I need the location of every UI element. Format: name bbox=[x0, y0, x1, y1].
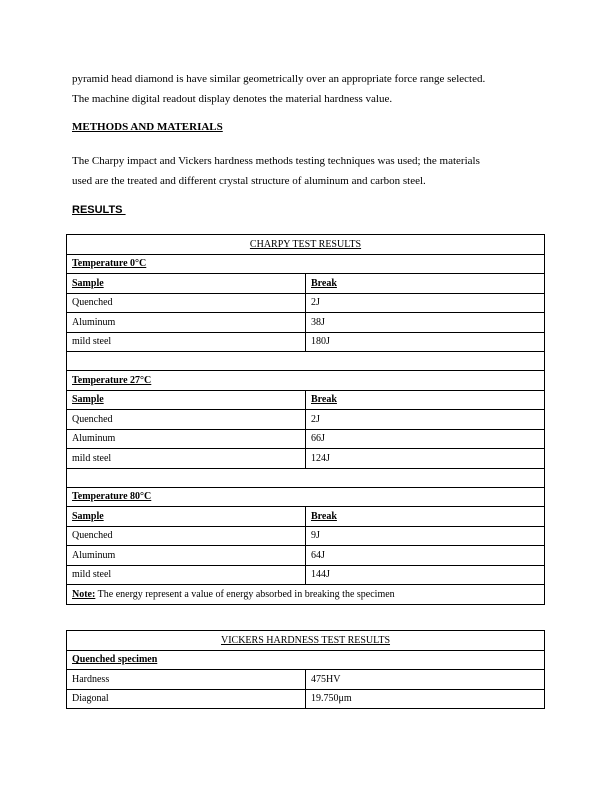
table-row bbox=[67, 293, 545, 313]
table-row bbox=[67, 585, 545, 605]
intro-line-1: pyramid head diamond is have similar geometrically over an appropriate force range selected. bbox=[72, 73, 486, 85]
sample-column-header: Sample bbox=[67, 274, 306, 294]
vickers-table-title: VICKERS HARDNESS TEST RESULTS bbox=[67, 631, 545, 651]
break-column-header: Break bbox=[306, 274, 545, 294]
table-row bbox=[67, 235, 545, 255]
table-row bbox=[67, 449, 545, 469]
diagonal-label: Diagonal bbox=[67, 689, 306, 709]
break-cell: 2J bbox=[306, 410, 545, 430]
hardness-value: 475HV bbox=[306, 670, 545, 690]
intro-paragraph bbox=[72, 69, 542, 109]
table-row bbox=[67, 254, 545, 274]
intro-line-2: The machine digital readout display denotes the material hardness value. bbox=[72, 93, 393, 105]
break-cell: 64J bbox=[306, 546, 545, 566]
table-row bbox=[67, 274, 545, 294]
table-row bbox=[67, 332, 545, 352]
spacer-row bbox=[67, 352, 545, 371]
spacer-row bbox=[67, 468, 545, 487]
break-column-header: Break bbox=[306, 507, 545, 527]
sample-cell: Aluminum bbox=[67, 313, 306, 333]
break-cell: 66J bbox=[306, 429, 545, 449]
table-row bbox=[67, 410, 545, 430]
methods-line-2: used are the treated and different crystal structure of aluminum and carbon steel. bbox=[72, 175, 426, 187]
note-label: Note: bbox=[72, 588, 96, 600]
sample-cell: Quenched bbox=[67, 410, 306, 430]
break-cell: 38J bbox=[306, 313, 545, 333]
sample-cell: mild steel bbox=[67, 449, 306, 469]
diagonal-value: 19.750μm bbox=[306, 689, 545, 709]
table-row bbox=[67, 429, 545, 449]
sample-cell: Quenched bbox=[67, 293, 306, 313]
table-row bbox=[67, 487, 545, 507]
break-cell: 124J bbox=[306, 449, 545, 469]
break-cell: 144J bbox=[306, 565, 545, 585]
table-row bbox=[67, 670, 545, 690]
temperature-heading: Temperature 27°C bbox=[67, 371, 545, 391]
table-row bbox=[67, 689, 545, 709]
spacer-cell bbox=[67, 352, 545, 371]
vickers-table bbox=[66, 630, 545, 709]
methods-heading: METHODS AND MATERIALS bbox=[72, 121, 223, 133]
charpy-table bbox=[66, 234, 545, 605]
sample-column-header: Sample bbox=[67, 507, 306, 527]
vickers-subheading: Quenched specimen bbox=[67, 650, 545, 670]
temperature-heading: Temperature 80°C bbox=[67, 487, 545, 507]
table-row bbox=[67, 650, 545, 670]
break-column-header: Break bbox=[306, 390, 545, 410]
table-row bbox=[67, 565, 545, 585]
table-row bbox=[67, 507, 545, 527]
methods-paragraph bbox=[72, 151, 542, 191]
hardness-label: Hardness bbox=[67, 670, 306, 690]
sample-cell: mild steel bbox=[67, 332, 306, 352]
methods-line-1: The Charpy impact and Vickers hardness methods testing techniques was used; the materials bbox=[72, 155, 480, 167]
sample-cell: Quenched bbox=[67, 526, 306, 546]
break-cell: 9J bbox=[306, 526, 545, 546]
temperature-heading: Temperature 0°C bbox=[67, 254, 545, 274]
table-row bbox=[67, 631, 545, 651]
charpy-table-title: CHARPY TEST RESULTS bbox=[67, 235, 545, 255]
results-heading: RESULTS bbox=[72, 204, 126, 216]
note-cell bbox=[67, 585, 545, 605]
sample-cell: mild steel bbox=[67, 565, 306, 585]
sample-cell: Aluminum bbox=[67, 429, 306, 449]
table-row bbox=[67, 390, 545, 410]
table-row bbox=[67, 371, 545, 391]
table-row bbox=[67, 313, 545, 333]
break-cell: 2J bbox=[306, 293, 545, 313]
note-text: The energy represent a value of energy absorbed in breaking the specimen bbox=[95, 588, 395, 600]
spacer-cell bbox=[67, 468, 545, 487]
sample-cell: Aluminum bbox=[67, 546, 306, 566]
break-cell: 180J bbox=[306, 332, 545, 352]
sample-column-header: Sample bbox=[67, 390, 306, 410]
table-row bbox=[67, 546, 545, 566]
table-row bbox=[67, 526, 545, 546]
